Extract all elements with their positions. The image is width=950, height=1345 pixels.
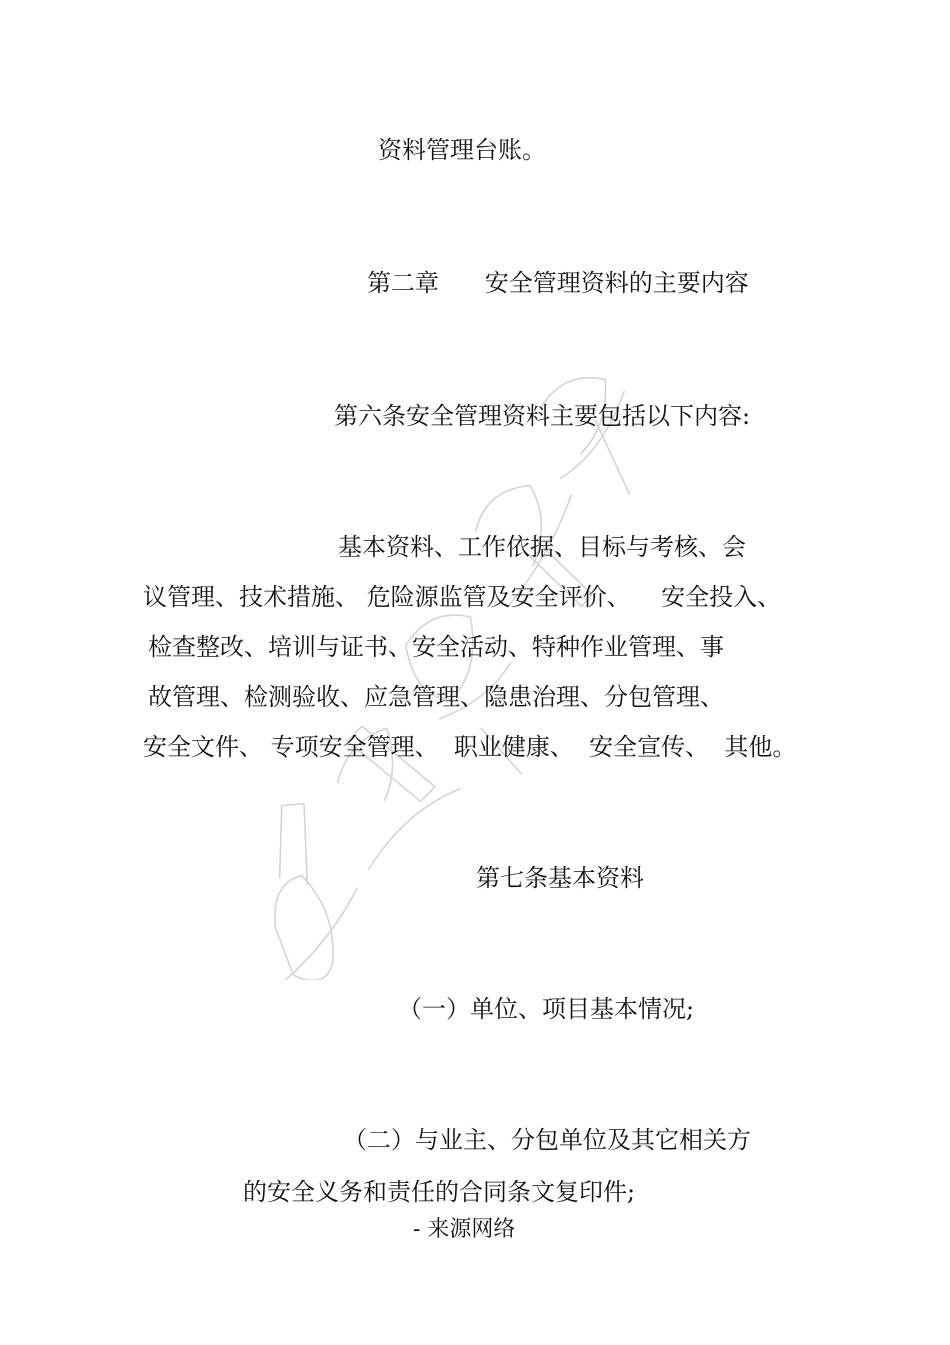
paragraph-line: 议管理、技术措施、 危险源监管及安全评价、 安全投入、: [143, 583, 782, 611]
list-item-2-line-2: 的安全义务和责任的合同条文复印件;: [243, 1178, 636, 1206]
text-line-ledger: 资料管理台账。: [378, 136, 546, 164]
article-6-title: 第六条安全管理资料主要包括以下内容:: [334, 402, 751, 430]
paragraph-line: 安全文件、 专项安全管理、 职业健康、 安全宣传、 其他。: [143, 733, 797, 761]
paragraph-line: 检查整改、培训与证书、安全活动、特种作业管理、事: [148, 633, 724, 661]
paragraph-line: 基本资料、工作依据、目标与考核、会: [338, 533, 746, 561]
paragraph-line: 故管理、检测验收、应急管理、隐患治理、分包管理、: [148, 683, 724, 711]
list-item-1: （一）单位、项目基本情况;: [398, 995, 695, 1023]
footer-source: - 来源网络: [413, 1217, 516, 1242]
list-item-2-line-1: （二）与业主、分包单位及其它相关方: [343, 1126, 751, 1154]
article-7-title: 第七条基本资料: [476, 864, 644, 892]
chapter-heading: 第二章 安全管理资料的主要内容: [367, 269, 749, 297]
